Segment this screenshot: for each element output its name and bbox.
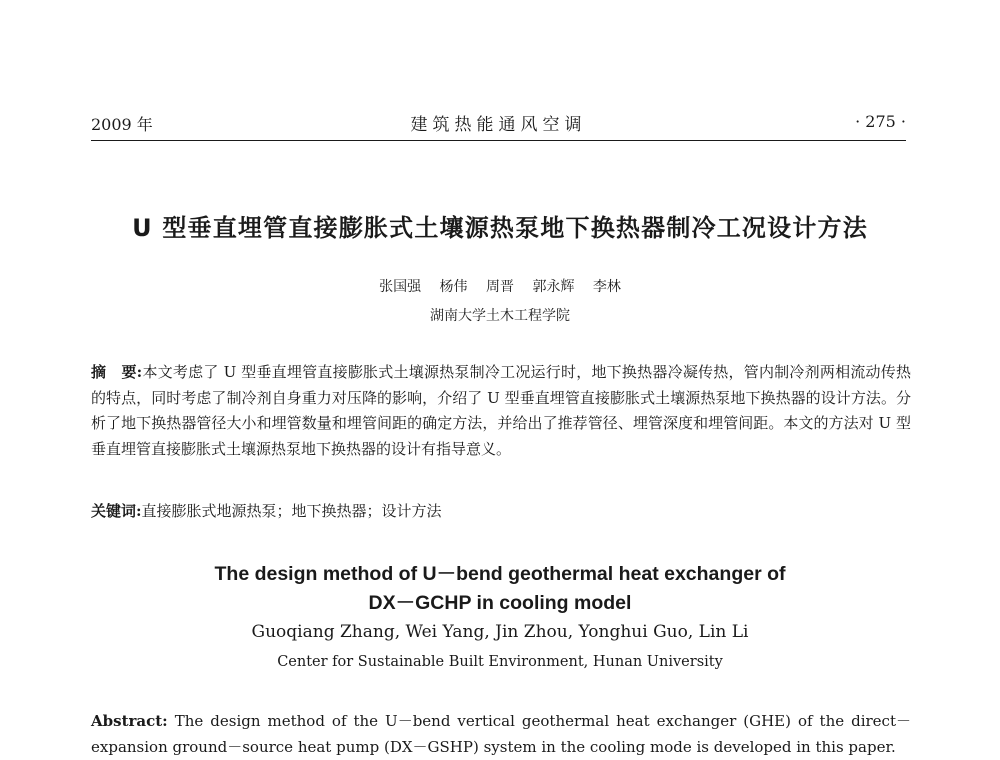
affiliation-cn: 湖南大学土木工程学院 [430, 308, 570, 324]
author-cn: 郭永辉 [532, 279, 575, 295]
authors-en: Guoqiang Zhang, Wei Yang, Jin Zhou, Yonghui Guo, Lin Li [251, 622, 749, 642]
header-page-number: · 275 · [855, 112, 906, 131]
keywords-cn-label: 关键词: [91, 502, 142, 520]
header-rule [91, 140, 906, 141]
paper-title-en-line1: The design method of U－bend geothermal heat exchanger of [214, 563, 786, 585]
abstract-cn-label: 摘 要: [91, 363, 143, 381]
keywords-cn-text: 直接膨胀式地源热泵；地下换热器；设计方法 [141, 502, 442, 520]
header-journal-name: 建筑热能通风空调 [410, 115, 587, 135]
running-header [91, 108, 906, 138]
abstract-cn-text: 本文考虑了 U 型垂直埋管直接膨胀式土壤源热泵制冷工况运行时，地下换热器冷凝传热，管内制冷剂两相流动传热的特点，同时考虑了制冷剂自身重力对压降的影响，介绍了 U 型垂直埋管直接膨胀式土壤源热泵地下换热器的设计方法。分析了地下换热器管径大小和埋管数量和埋管间距的确定方法，并给出了推荐管径、埋管深度和埋管间距。本文的方法对 U 型垂直埋管直接膨胀式土壤源热泵地下换热器的设计有指导意义。 [91, 363, 912, 458]
authors-cn [300, 276, 700, 296]
abstract-cn [91, 360, 911, 462]
paper-title-en [100, 560, 900, 618]
author-cn: 张国强 [379, 279, 422, 295]
abstract-en [91, 709, 911, 760]
abstract-en-label: Abstract: [91, 712, 168, 730]
author-cn: 周晋 [486, 279, 514, 295]
affiliation-en: Center for Sustainable Built Environment, Hunan University [277, 654, 723, 670]
author-cn: 杨伟 [439, 279, 468, 295]
header-year: 2009 年 [91, 115, 153, 134]
paper-title-cn: U 型垂直埋管直接膨胀式土壤源热泵地下换热器制冷工况设计方法 [132, 214, 868, 242]
keywords-cn [91, 500, 911, 521]
abstract-en-text: The design method of the U－bend vertical geothermal heat exchanger (GHE) of the direct－expansion ground－source heat pump (DX－GSHP) system in the cooling mode is developed in this paper. [91, 712, 911, 756]
paper-title-en-line2: DX－GCHP in cooling model [368, 592, 632, 614]
author-cn: 李林 [592, 279, 621, 295]
